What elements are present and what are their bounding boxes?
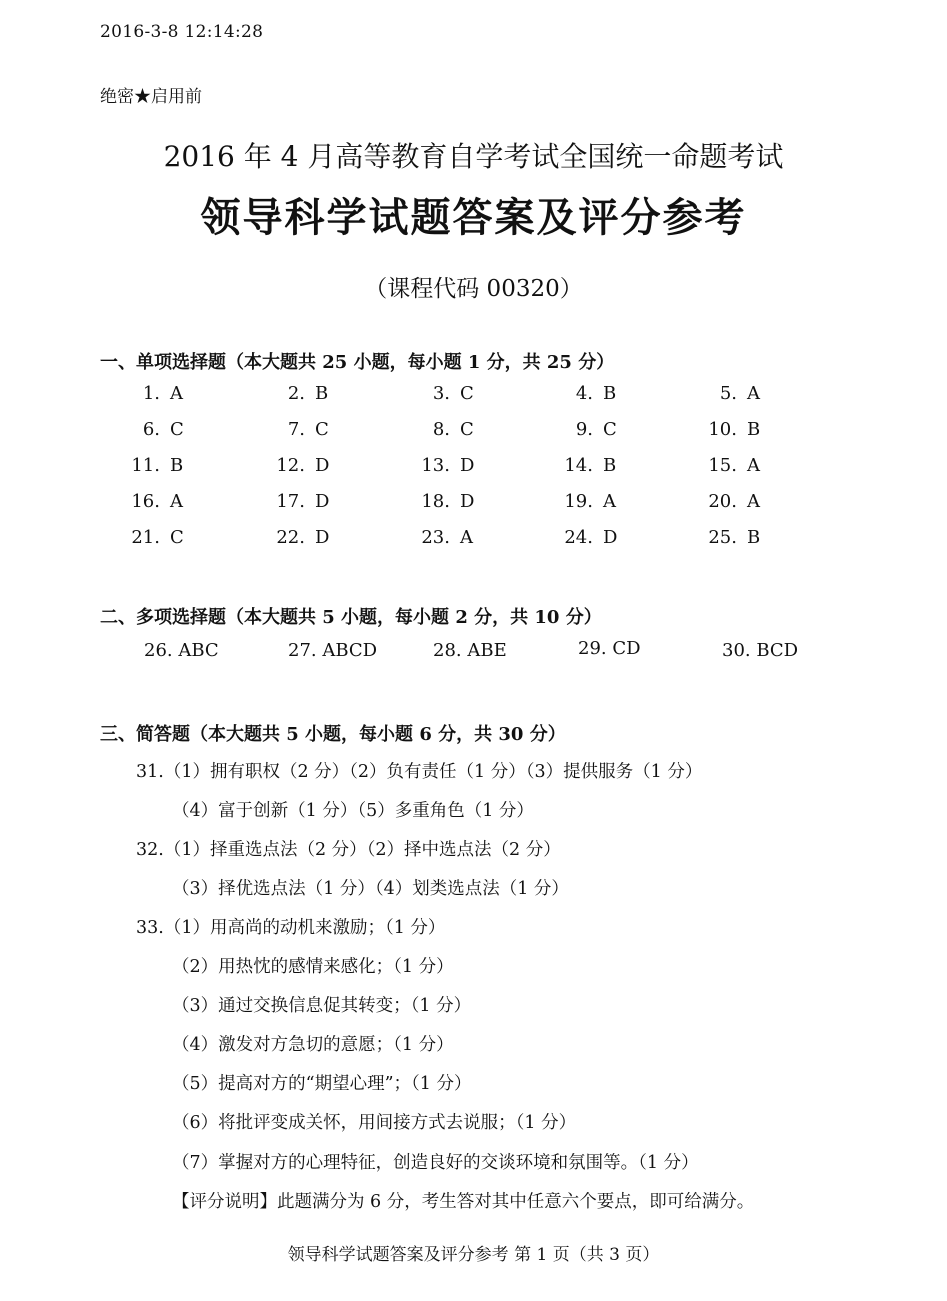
section-2-heading: 二、多项选择题（本大题共 5 小题，每小题 2 分，共 10 分） bbox=[100, 607, 602, 628]
answer-cell bbox=[100, 527, 210, 548]
answer-cell bbox=[390, 419, 500, 440]
mc-answer-30: 30. BCD bbox=[722, 640, 799, 661]
answer-33-line-5: （5）提高对方的“期望心理”；（1 分） bbox=[172, 1074, 472, 1094]
print-timestamp: 2016-3-8 12:14:28 bbox=[100, 22, 264, 42]
answer-row bbox=[100, 491, 860, 521]
answer-cell bbox=[390, 383, 500, 404]
question-number: 9. bbox=[575, 419, 593, 440]
answer-cell bbox=[533, 419, 643, 440]
document-title: 领导科学试题答案及评分参考 bbox=[200, 194, 747, 241]
answer-cell bbox=[390, 527, 500, 548]
answer-letter: C bbox=[170, 527, 184, 548]
answer-cell bbox=[390, 491, 500, 512]
answer-letter: B bbox=[747, 527, 761, 548]
answer-cell bbox=[677, 419, 787, 440]
scoring-note: 【评分说明】此题满分为 6 分，考生答对其中任意六个要点，即可给满分。 bbox=[172, 1192, 755, 1212]
question-number: 23. bbox=[421, 527, 450, 548]
answer-letter: D bbox=[315, 455, 330, 476]
answer-31-line-1: 31.（1）拥有职权（2 分）（2）负有责任（1 分）（3）提供服务（1 分） bbox=[136, 762, 703, 782]
answer-letter: A bbox=[747, 455, 760, 476]
section-3-heading: 三、简答题（本大题共 5 小题，每小题 6 分，共 30 分） bbox=[100, 724, 566, 745]
question-number: 16. bbox=[131, 491, 160, 512]
question-number: 18. bbox=[421, 491, 450, 512]
answer-letter: A bbox=[170, 491, 183, 512]
answer-letter: A bbox=[747, 383, 760, 404]
answer-row bbox=[100, 455, 860, 485]
answer-letter: C bbox=[170, 419, 184, 440]
answer-33-line-2: （2）用热忱的感情来感化；（1 分） bbox=[172, 957, 454, 977]
answer-cell bbox=[100, 455, 210, 476]
question-number: 6. bbox=[142, 419, 160, 440]
section-1-heading: 一、单项选择题（本大题共 25 小题，每小题 1 分，共 25 分） bbox=[100, 352, 615, 373]
answer-cell bbox=[677, 527, 787, 548]
answer-32-line-2: （3）择优选点法（1 分）（4）划类选点法（1 分） bbox=[172, 879, 569, 899]
answer-cell bbox=[390, 455, 500, 476]
confidential-label: 绝密★启用前 bbox=[100, 87, 202, 107]
answer-letter: D bbox=[315, 491, 330, 512]
answer-cell bbox=[245, 383, 355, 404]
question-number: 24. bbox=[564, 527, 593, 548]
answer-33-line-3: （3）通过交换信息促其转变；（1 分） bbox=[172, 996, 472, 1016]
answer-cell bbox=[677, 491, 787, 512]
answer-cell bbox=[245, 419, 355, 440]
answer-letter: A bbox=[460, 527, 473, 548]
answer-cell bbox=[100, 419, 210, 440]
answer-letter: D bbox=[315, 527, 330, 548]
question-number: 15. bbox=[708, 455, 737, 476]
answer-letter: C bbox=[603, 419, 617, 440]
answer-letter: D bbox=[603, 527, 618, 548]
answer-cell bbox=[533, 527, 643, 548]
answer-cell bbox=[677, 455, 787, 476]
answer-letter: A bbox=[170, 383, 183, 404]
answer-letter: D bbox=[460, 455, 475, 476]
question-number: 5. bbox=[719, 383, 737, 404]
question-number: 7. bbox=[287, 419, 305, 440]
answer-cell bbox=[100, 383, 210, 404]
answer-32-line-1: 32.（1）择重选点法（2 分）（2）择中选点法（2 分） bbox=[136, 840, 561, 860]
answer-row bbox=[100, 383, 860, 413]
answer-letter: A bbox=[603, 491, 616, 512]
answer-33-line-7: （7）掌握对方的心理特征，创造良好的交谈环境和氛围等。（1 分） bbox=[172, 1153, 699, 1173]
exam-title: 2016 年 4 月高等教育自学考试全国统一命题考试 bbox=[163, 140, 784, 173]
mc-answer-29: 29. CD bbox=[578, 638, 641, 659]
question-number: 19. bbox=[564, 491, 593, 512]
answer-31-line-2: （4）富于创新（1 分）（5）多重角色（1 分） bbox=[172, 801, 534, 821]
answer-letter: C bbox=[460, 419, 474, 440]
answer-cell bbox=[100, 491, 210, 512]
answer-33-line-1: 33.（1）用高尚的动机来激励；（1 分） bbox=[136, 918, 446, 938]
question-number: 1. bbox=[142, 383, 160, 404]
answer-33-line-4: （4）激发对方急切的意愿；（1 分） bbox=[172, 1035, 454, 1055]
question-number: 14. bbox=[564, 455, 593, 476]
question-number: 13. bbox=[421, 455, 450, 476]
question-number: 10. bbox=[708, 419, 737, 440]
answer-cell bbox=[245, 491, 355, 512]
answer-letter: C bbox=[460, 383, 474, 404]
answer-row bbox=[100, 419, 860, 449]
answer-33-line-6: （6）将批评变成关怀，用间接方式去说服；（1 分） bbox=[172, 1113, 577, 1133]
question-number: 12. bbox=[276, 455, 305, 476]
question-number: 2. bbox=[287, 383, 305, 404]
question-number: 8. bbox=[432, 419, 450, 440]
answer-letter: C bbox=[315, 419, 329, 440]
question-number: 3. bbox=[432, 383, 450, 404]
answer-letter: D bbox=[460, 491, 475, 512]
question-number: 21. bbox=[131, 527, 160, 548]
answer-cell bbox=[245, 527, 355, 548]
answer-cell bbox=[533, 383, 643, 404]
answer-letter: B bbox=[603, 455, 617, 476]
answer-cell bbox=[533, 455, 643, 476]
answer-letter: B bbox=[170, 455, 184, 476]
mc-answer-26: 26. ABC bbox=[144, 640, 219, 661]
answer-letter: B bbox=[747, 419, 761, 440]
mc-answer-28: 28. ABE bbox=[433, 640, 507, 661]
course-code: （课程代码 00320） bbox=[364, 276, 583, 302]
mc-answer-27: 27. ABCD bbox=[288, 640, 378, 661]
answer-row bbox=[100, 527, 860, 557]
page-footer: 领导科学试题答案及评分参考 第 1 页（共 3 页） bbox=[287, 1245, 660, 1265]
answer-cell bbox=[245, 455, 355, 476]
question-number: 25. bbox=[708, 527, 737, 548]
answer-cell bbox=[677, 383, 787, 404]
question-number: 4. bbox=[575, 383, 593, 404]
answer-letter: B bbox=[315, 383, 329, 404]
question-number: 17. bbox=[276, 491, 305, 512]
question-number: 20. bbox=[708, 491, 737, 512]
answer-cell bbox=[533, 491, 643, 512]
question-number: 11. bbox=[131, 455, 160, 476]
answer-letter: B bbox=[603, 383, 617, 404]
question-number: 22. bbox=[276, 527, 305, 548]
answer-letter: A bbox=[747, 491, 760, 512]
